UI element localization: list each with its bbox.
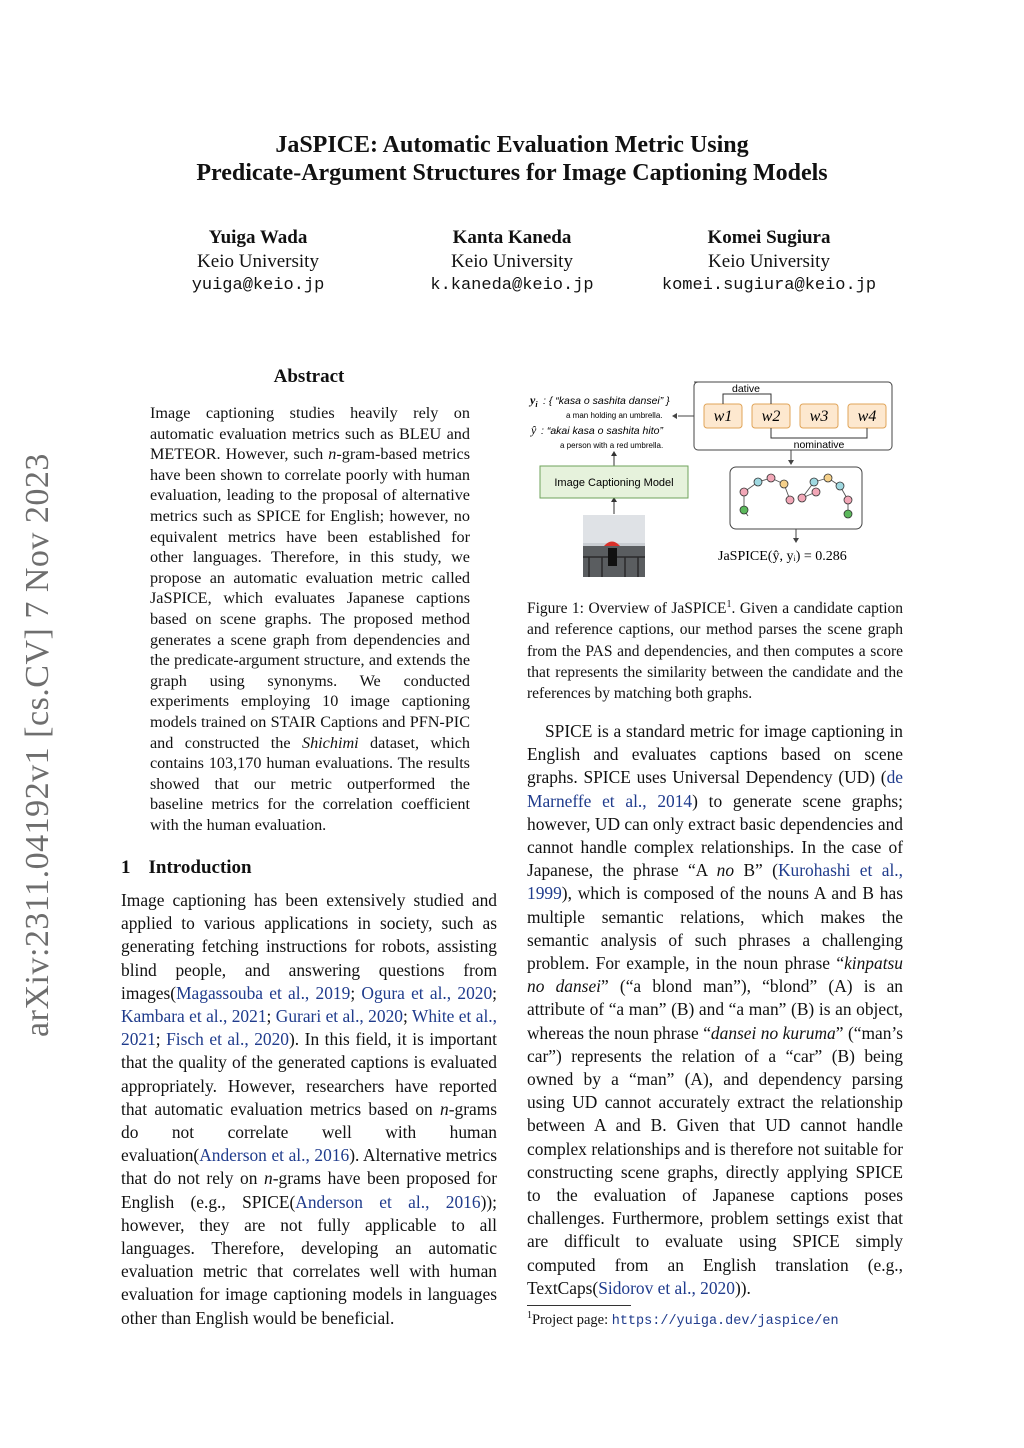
arrow-head — [788, 460, 794, 465]
citation-link[interactable]: Fisch et al., 2020 — [166, 1029, 289, 1050]
arxiv-stamp: arXiv:2311.04192v1 [cs.CV] 7 Nov 2023 — [19, 453, 56, 1037]
svg-text:yi — [528, 393, 538, 409]
citation-link[interactable]: White et al., 2021 — [121, 1006, 498, 1050]
ref-label: y — [530, 393, 536, 407]
title-line-2: Predicate-Argument Structures for Image Captioning Models — [196, 160, 828, 186]
footnote-rule — [527, 1305, 631, 1306]
section-number: 1 — [121, 857, 131, 878]
abstract-body: Image captioning studies heavily rely on automatic evaluation metrics such as BLEU and METEOR. However, such n-gram-based metrics have been shown to correlate poorly with human evaluation, leading to the proposal of alternative metrics such as SPICE for English; however, no equivalent metrics have been established for other languages. Therefore, in this study, we propose an automatic evaluation metric called JaSPICE, which evaluates Japanese captions based on scene graphs. The proposed method generates a scene graph from dependencies and the predicate-argument structure, and extends the graph using synonyms. We conducted experiments employing 10 image captioning models trained on STAIR Captions and PFN-PIC and constructed the Shichimi dataset, which contains 103,170 human evaluations. The results showed that our metric outperformed the baseline metrics for the correlation coefficient with the human evaluation. — [150, 404, 470, 834]
dative-label: dative — [731, 383, 761, 395]
word-label: w2 — [761, 408, 781, 425]
ref-caption: : { “kasa o sashita dansei” } — [543, 395, 670, 407]
author-name: Komei Sugiura — [707, 227, 831, 248]
citation-link[interactable]: Magassouba et al., 2019 — [176, 982, 351, 1003]
jaspice-score: JaSPICE(ŷ, yᵢ) = 0.286 — [718, 549, 847, 564]
ref-translation: a man holding an umbrella. — [566, 411, 663, 420]
arrow-head — [611, 451, 617, 456]
dataset-name: Shichimi — [301, 733, 359, 752]
section-title: Introduction — [148, 857, 252, 878]
citation-link[interactable]: Anderson et al., 2016 — [295, 1191, 481, 1212]
abstract-heading: Abstract — [273, 366, 345, 387]
project-url-link[interactable]: https://yuiga.dev/jaspice/en — [611, 1313, 839, 1329]
citation-link[interactable]: Sidorov et al., 2020 — [598, 1277, 735, 1298]
ref-sub: i — [535, 400, 538, 409]
figure-caption: Figure 1: Overview of JaSPICE$^1$. Given a candidate caption and reference captions, our method parses the scene graph from the PAS and dependencies, and then computes a score that represents the similarity between the candidate and the references by matching both graphs. — [527, 599, 903, 702]
author-affiliation: Keio University — [451, 251, 573, 272]
dative-arc — [723, 394, 771, 404]
word-label: w3 — [809, 408, 829, 425]
nominative-label: nominative — [793, 439, 845, 451]
word-label: w1 — [713, 408, 733, 425]
author-block-3 — [639, 226, 899, 298]
photo-thumbnail — [583, 515, 645, 577]
section-heading — [121, 857, 252, 879]
citation-link[interactable]: Kambara et al., 2021 — [121, 1006, 267, 1027]
cand-label: ŷ — [531, 423, 537, 437]
cand-caption: : “akai kasa o sashita hito” — [541, 425, 663, 437]
author-email[interactable]: yuiga@keio.jp — [191, 276, 325, 295]
cand-translation: a person with a red umbrella. — [560, 441, 664, 450]
author-name: Kanta Kaneda — [452, 227, 572, 248]
figure-1 — [526, 374, 906, 589]
author-email[interactable]: k.kaneda@keio.jp — [430, 276, 594, 295]
intro-paragraph: Image captioning has been extensively studied and applied to various applications in society, such as generating fetching instructions for robots, assisting blind people, and answering questions from images(Magassouba et al., 2019; Ogura et al., 2020; Kambara et al., 2021; Gurari et al., 2020; White et al., 2021; Fisch et al., 2020). In this field, it is important that the quality of the generated captions is evaluated appropriately. However, researchers have reported that automatic evaluation metrics based on n-grams do not correlate well with human evaluation(Anderson et al., 2016). Alternative metrics that do not rely on n-grams have been proposed for English (e.g., SPICE(Anderson et al., 2016)); however, they are not fully applicable to all languages. Therefore, developing an automatic evaluation metric that correlates well with human evaluation for image captioning models in languages other than English would be beneficial. — [121, 890, 498, 1328]
citation-link[interactable]: Ogura et al., 2020 — [361, 982, 493, 1003]
arrow-head — [793, 538, 799, 543]
paper-title — [0, 131, 1024, 187]
author-email[interactable]: komei.sugiura@keio.jp — [661, 276, 877, 295]
title-line-1: JaSPICE: Automatic Evaluation Metric Using — [275, 132, 749, 158]
arrow-head — [672, 413, 677, 419]
citation-link[interactable]: Kurohashi et al., 1999 — [527, 860, 903, 904]
citation-link[interactable]: de Marneffe et al., 2014 — [527, 767, 903, 811]
footnote-marker[interactable]: 1 — [726, 599, 732, 610]
author-name: Yuiga Wada — [208, 227, 308, 248]
author-block-2 — [382, 226, 642, 298]
author-block-1 — [128, 226, 388, 298]
nominative-arc — [771, 428, 867, 438]
scene-graph-box — [730, 467, 862, 529]
author-affiliation: Keio University — [197, 251, 319, 272]
citation-link[interactable]: Gurari et al., 2020 — [275, 1006, 403, 1027]
model-box-label: Image Captioning Model — [554, 477, 674, 489]
word-label: w4 — [857, 408, 877, 425]
citation-link[interactable]: Anderson et al., 2016 — [199, 1145, 350, 1166]
right-paragraph: SPICE is a standard metric for image captioning in English and evaluates captions based on scene graphs. SPICE uses Universal Dependency (UD) (de Marneffe et al., 2014) to generate scene graphs; however, UD can only extract basic dependencies and cannot handle complex relationships. In the case of Japanese, the phrase “A no B” (Kurohashi et al., 1999), which is composed of the nouns A and B has multiple semantic relations, which makes the semantic analysis of such phrases a challenging problem. For example, in the noun phrase “kinpatsu no dansei” (“a blond man”), “blond” (A) is an attribute of “a man” (B) and “a man” (B) is an object, whereas the noun phrase “dansei no kuruma” (“man’s car”) represents the relation of a “car” (B) being owned by a “man” (A), and dependency parsing using UD cannot accurately extract the relationship between A and B. Given that UD cannot handle complex relationships and is therefore not suitable for constructing scene graphs, directly applying SPICE to the evaluation of Japanese captions poses challenges. Furthermore, problem settings exist that are difficult to evaluate using SPICE simply computed from an English translation (e.g., TextCaps(Sidorov et al., 2020)). — [527, 721, 903, 1298]
author-affiliation: Keio University — [708, 251, 830, 272]
footnote: $^1$Project page: https://yuiga.dev/jaspice/en — [527, 1310, 839, 1329]
